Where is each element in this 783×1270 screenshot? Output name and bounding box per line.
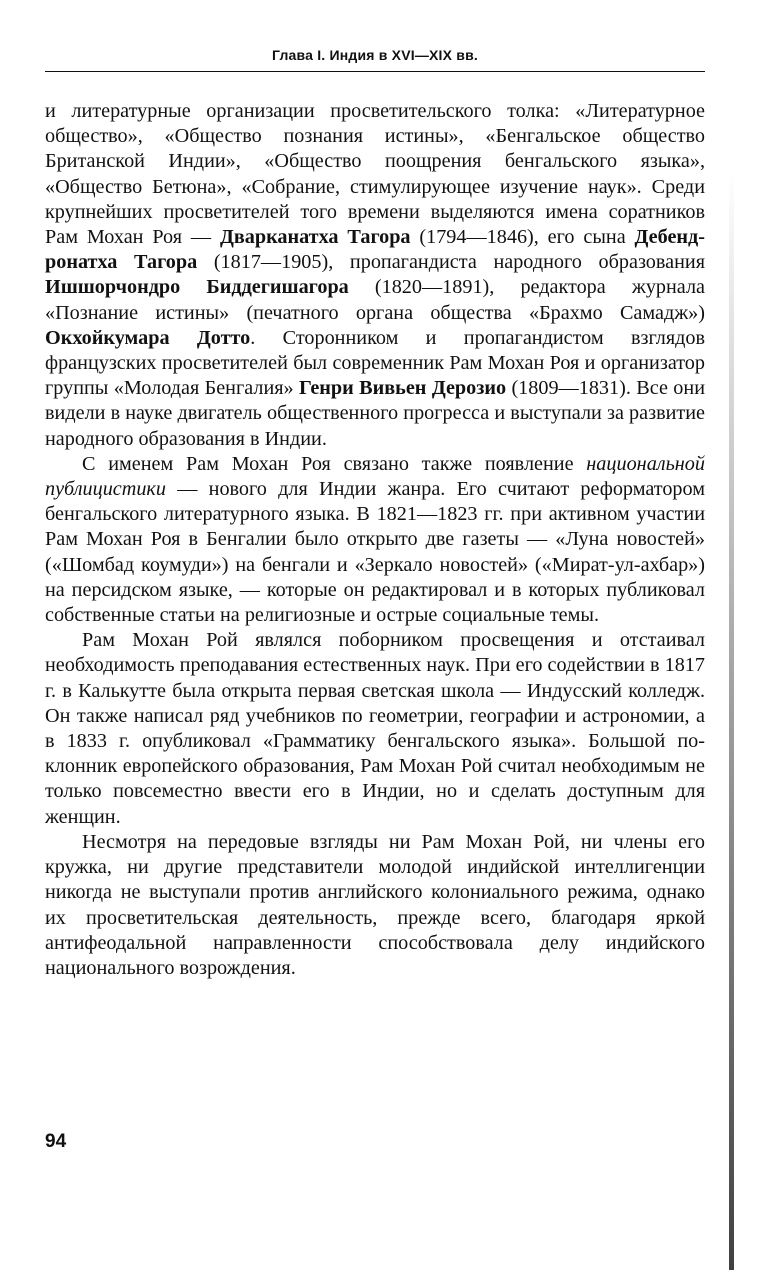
text-run: С именем Рам Мохан Роя связано также появление: [82, 452, 587, 475]
text-run: . Сторонником и пропагандистом взглядов французских просветителей был современник Рам Мохан Роя и организатор группы «Молодая Бенгалия»: [45, 326, 705, 400]
header-rule: [45, 71, 705, 72]
person-name: Генри Вивьен Дерозио: [299, 377, 507, 400]
text-run: (1817—1905), пропагандиста народного образования: [197, 251, 706, 274]
running-head: Глава I. Индия в XVI—XIX вв.: [272, 47, 478, 63]
text-run: (1809—1831). Все они видели в науке двигатель общественного прогресса и выступали за развитие народного образования в Индии.: [45, 377, 705, 450]
person-name: Ишшорчондро Биддегишагора: [45, 276, 349, 299]
paragraph-1: [45, 99, 705, 452]
person-name: Дварканатха Тагора: [219, 226, 411, 249]
page-number: 94: [45, 1131, 67, 1152]
text-run: (1794—1846), его сына: [410, 226, 635, 249]
page-edge-shadow: [729, 170, 734, 1270]
paragraph-4: [45, 830, 705, 981]
body-text: [45, 99, 705, 981]
text-run: Несмотря на передовые взгляды ни Рам Мохан Рой, ни члены его кружка, ни другие представители молодой индийской интеллигенции никогда не выступали против английского колониального режима, однако их просветительская деятельность, прежде всего, благодаря яркой антифеодальной направленности способствовала делу индийского национального возрождения.: [45, 830, 705, 979]
person-name: Дебендронатха Тагора: [45, 226, 705, 274]
italic-term: национальной публицистики: [45, 452, 705, 501]
paragraph-2: [45, 452, 705, 628]
text-run: и литературные организации просветительского толка: «Литературное общество», «Общество познания истины», «Бенгальское общество Британской Индии», «Общество поощрения бенгальского языка», «Общество Бетюна», «Собрание, стимулирующее изучение наук». Среди крупнейших просветителей того времени выделяются имена соратников Рам Мохан Роя —: [45, 100, 705, 249]
text-run: — нового для Индии жанра. Его считают реформатором бенгальского литературного языка. В 1821—1823 гг. при активном участии Рам Мохан Роя в Бенгалии было открыто две газеты — «Луна новостей» («Шомбад коумуди») на бенгали и «Зеркало новостей» («Мират-ул-ахбар») на персидском языке, — которые он редактировал и в которых публиковал собственные статьи на религиозные и острые социальные темы.: [45, 478, 705, 627]
text-run: Рам Мохан Рой являлся поборником просвещения и отстаивал необходимость преподавания естественных наук. При его содействии в 1817 г. в Калькутте была открыта первая светская школа — Индусский колледж. Он также написал ряд учебников по геометрии, географии и астрономии, а в 1833 г. опубликовал «Грамматику бенгальского языка». Большой поклонник европейского образования, Рам Мохан Рой считал необходимым не только повсеместно ввести его в Индии, но и сделать доступным для женщин.: [45, 629, 705, 828]
text-run: (1820—1891), редактора журнала «Познание истины» (печатного органа общества «Брахмо Самадж»): [45, 276, 705, 324]
paragraph-3: [45, 628, 705, 830]
person-name: Окхойкумара Дотто: [45, 326, 251, 349]
